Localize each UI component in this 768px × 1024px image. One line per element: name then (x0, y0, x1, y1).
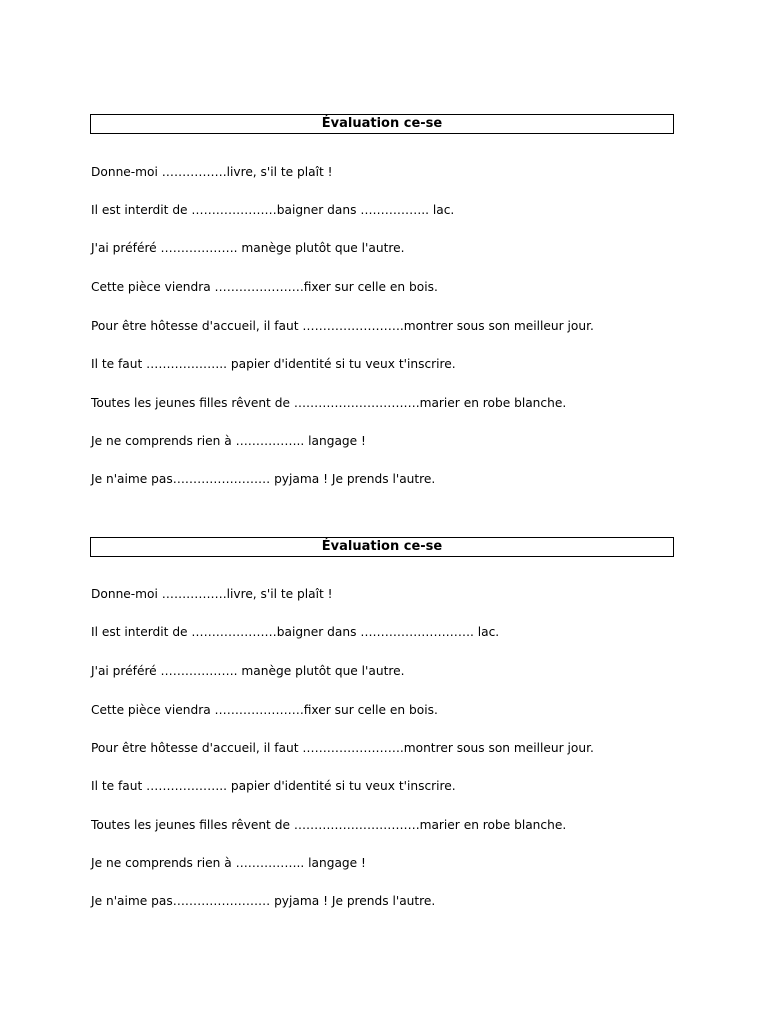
exercise-line: Pour être hôtesse d'accueil, il faut …………………….montrer sous son meilleur jour. (91, 741, 594, 755)
exercise-line: Il est interdit de …………………baigner dans ………………………. lac. (91, 625, 500, 639)
exercise-line: Je n'aime pas…………………… pyjama ! Je prends l'autre. (91, 894, 436, 908)
exercise-line: Toutes les jeunes filles rêvent de ………………………….marier en robe blanche. (91, 818, 567, 832)
exercise-line: J'ai préféré ………………. manège plutôt que l'autre. (91, 241, 405, 255)
exercise-line: Je ne comprends rien à …………….. langage ! (91, 434, 366, 448)
exercise-line: Je ne comprends rien à …………….. langage ! (91, 856, 366, 870)
exercise-line: Il est interdit de …………………baigner dans …………….. lac. (91, 203, 455, 217)
exercise-line: J'ai préféré ………………. manège plutôt que l'autre. (91, 664, 405, 678)
exercise-line: Je n'aime pas…………………… pyjama ! Je prends l'autre. (91, 472, 436, 486)
exercise-line: Il te faut ……………….. papier d'identité si tu veux t'inscrire. (91, 357, 456, 371)
exercise-line: Donne-moi …………….livre, s'il te plaît ! (91, 587, 333, 601)
exercise-line: Toutes les jeunes filles rêvent de ………………………….marier en robe blanche. (91, 396, 567, 410)
exercise-line: Donne-moi …………….livre, s'il te plaît ! (91, 165, 333, 179)
exercise-line: Cette pièce viendra ………………….fixer sur celle en bois. (91, 280, 438, 294)
section-title: Évaluation ce-se (90, 537, 674, 557)
exercise-line: Cette pièce viendra ………………….fixer sur celle en bois. (91, 703, 438, 717)
exercise-line: Pour être hôtesse d'accueil, il faut …………………….montrer sous son meilleur jour. (91, 319, 594, 333)
exercise-line: Il te faut ……………….. papier d'identité si tu veux t'inscrire. (91, 779, 456, 793)
section-title: Évaluation ce-se (90, 114, 674, 134)
